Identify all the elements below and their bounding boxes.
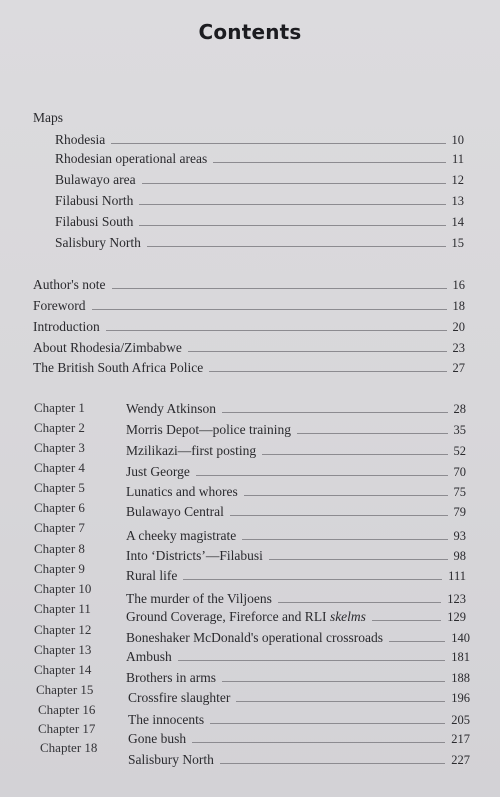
- toc-page-number: 12: [451, 173, 464, 187]
- toc-page-number: 23: [452, 341, 465, 355]
- toc-entry-label: Filabusi North: [55, 193, 134, 208]
- toc-entry-chapter: [126, 546, 466, 564]
- chapter-title: Boneshaker McDonald's operational crossroads: [126, 630, 383, 645]
- toc-entry-chapter: [126, 462, 466, 480]
- toc-entry-map: [55, 130, 464, 148]
- toc-entry-map: [55, 149, 464, 167]
- dotted-leader: [147, 246, 446, 247]
- toc-page-number: 93: [453, 529, 466, 543]
- chapter-title: Just George: [126, 464, 190, 479]
- toc-page-number: 75: [453, 485, 466, 499]
- toc-entry-chapter: [128, 750, 470, 768]
- chapter-number: Chapter 8: [34, 541, 85, 556]
- toc-entry-label: Filabusi South: [55, 214, 134, 229]
- toc-entry-front-matter: [33, 358, 465, 376]
- chapter-title: Crossfire slaughter: [128, 690, 231, 705]
- toc-entry-label: Introduction: [33, 319, 100, 334]
- toc-page-number: 217: [451, 732, 470, 746]
- toc-entry-front-matter: [33, 275, 465, 293]
- toc-entry-chapter: [126, 399, 466, 417]
- chapter-title: [126, 609, 372, 625]
- toc-page-number: 20: [452, 320, 465, 334]
- toc-page-number: 16: [452, 278, 465, 292]
- chapter-number: Chapter 14: [34, 662, 92, 677]
- dotted-leader: [188, 351, 447, 352]
- dotted-leader: [222, 412, 447, 413]
- chapter-title-italic: skelms: [329, 609, 366, 624]
- toc-entry-chapter: [126, 502, 466, 520]
- chapter-number: Chapter 16: [38, 702, 96, 717]
- toc-entry-map: [55, 212, 464, 230]
- toc-page-number: 79: [453, 505, 466, 519]
- dotted-leader: [178, 660, 445, 661]
- chapter-number: Chapter 18: [40, 740, 98, 755]
- toc-entry-chapter: [126, 566, 466, 584]
- chapter-title: Gone bush: [128, 731, 187, 746]
- chapter-number: Chapter 6: [34, 500, 85, 515]
- chapter-title: Into ‘Districts’—Filabusi: [126, 548, 263, 563]
- chapter-title: Salisbury North: [128, 752, 214, 767]
- dotted-leader: [220, 763, 445, 764]
- dotted-leader: [278, 602, 441, 603]
- chapter-title: Wendy Atkinson: [126, 401, 217, 416]
- chapter-title: Rural life: [126, 568, 178, 583]
- toc-entry-chapter: [126, 647, 470, 665]
- chapter-number: Chapter 3: [34, 440, 85, 455]
- toc-entry-map: [55, 233, 464, 251]
- toc-page-number: 129: [447, 610, 466, 624]
- toc-page-number: 98: [453, 549, 466, 563]
- toc-page-number: 181: [451, 650, 470, 664]
- toc-page-number: 52: [453, 444, 466, 458]
- toc-entry-chapter: [126, 482, 466, 500]
- dotted-leader: [112, 288, 447, 289]
- chapter-number: Chapter 2: [34, 420, 85, 435]
- toc-entry-chapter: [126, 628, 470, 646]
- chapter-number: Chapter 15: [36, 682, 94, 697]
- toc-page-number: 18: [452, 299, 465, 313]
- chapter-title: Bulawayo Central: [126, 504, 224, 519]
- dotted-leader: [222, 681, 445, 682]
- dotted-leader: [192, 742, 445, 743]
- toc-entry-chapter: [126, 607, 466, 625]
- toc-page-number: 205: [451, 713, 470, 727]
- chapter-title: A cheeky magistrate: [126, 528, 237, 543]
- dotted-leader: [111, 143, 445, 144]
- toc-entry-front-matter: [33, 296, 465, 314]
- toc-entry-chapter: [126, 526, 466, 544]
- maps-heading: Maps: [33, 110, 63, 125]
- chapter-number: Chapter 11: [34, 601, 91, 616]
- toc-page-number: 123: [447, 592, 466, 606]
- toc-entry-front-matter: [33, 338, 465, 356]
- chapter-number: Chapter 9: [34, 561, 85, 576]
- chapter-title: Morris Depot—police training: [126, 422, 291, 437]
- toc-entry-chapter: [126, 668, 470, 686]
- chapter-number: Chapter 4: [34, 460, 85, 475]
- toc-entry-label: The British South Africa Police: [33, 360, 204, 375]
- toc-page-number: 111: [448, 569, 466, 583]
- dotted-leader: [230, 515, 448, 516]
- chapter-title: The murder of the Viljoens: [126, 591, 272, 606]
- dotted-leader: [372, 620, 441, 621]
- toc-entry-chapter: [126, 420, 466, 438]
- toc-entry-label: Foreword: [33, 298, 86, 313]
- dotted-leader: [106, 330, 447, 331]
- dotted-leader: [139, 225, 445, 226]
- toc-page-number: 27: [452, 361, 465, 375]
- dotted-leader: [209, 371, 446, 372]
- dotted-leader: [297, 433, 448, 434]
- chapter-number: Chapter 13: [34, 642, 92, 657]
- toc-page-number: 15: [451, 236, 464, 250]
- dotted-leader: [269, 559, 448, 560]
- dotted-leader: [210, 723, 445, 724]
- chapter-title: Brothers in arms: [126, 670, 216, 685]
- toc-entry-chapter: [126, 441, 466, 459]
- toc-entry-label: Rhodesian operational areas: [55, 151, 208, 166]
- chapter-title-text: Ground Coverage, Fireforce and RLI: [126, 609, 330, 624]
- chapter-title: Ambush: [126, 649, 172, 664]
- chapter-number: Chapter 12: [34, 622, 92, 637]
- page-title: Contents: [198, 20, 302, 44]
- toc-page-number: 28: [453, 402, 466, 416]
- dotted-leader: [92, 309, 447, 310]
- chapter-number: Chapter 10: [34, 581, 92, 596]
- dotted-leader: [242, 539, 447, 540]
- toc-entry-chapter: [128, 729, 470, 747]
- dotted-leader: [244, 495, 448, 496]
- toc-page-number: 13: [451, 194, 464, 208]
- chapter-number: Chapter 7: [34, 520, 85, 535]
- dotted-leader: [236, 701, 445, 702]
- dotted-leader: [196, 475, 448, 476]
- dotted-leader: [213, 162, 446, 163]
- toc-page-number: 70: [453, 465, 466, 479]
- toc-entry-chapter: [128, 710, 470, 728]
- toc-entry-front-matter: [33, 317, 465, 335]
- toc-page-number: 11: [451, 152, 464, 166]
- chapter-title: Lunatics and whores: [126, 484, 238, 499]
- toc-entry-chapter: [128, 688, 470, 706]
- toc-entry-label: Salisbury North: [55, 235, 141, 250]
- toc-page-number: 14: [451, 215, 464, 229]
- dotted-leader: [139, 204, 445, 205]
- dotted-leader: [183, 579, 442, 580]
- toc-page-number: 10: [451, 133, 464, 147]
- toc-page-number: 196: [451, 691, 470, 705]
- toc-entry-map: [55, 170, 464, 188]
- toc-entry-chapter: [126, 589, 466, 607]
- toc-entry-label: Rhodesia: [55, 132, 106, 147]
- toc-page-number: 35: [453, 423, 466, 437]
- toc-entry-label: Author's note: [33, 277, 106, 292]
- chapter-number: Chapter 17: [38, 721, 96, 736]
- dotted-leader: [389, 641, 445, 642]
- dotted-leader: [142, 183, 446, 184]
- chapter-title: The innocents: [128, 712, 205, 727]
- dotted-leader: [262, 454, 447, 455]
- toc-page-number: 188: [451, 671, 470, 685]
- chapter-number: Chapter 5: [34, 480, 85, 495]
- toc-entry-label: Bulawayo area: [55, 172, 136, 187]
- toc-entry-map: [55, 191, 464, 209]
- chapter-number: Chapter 1: [34, 400, 85, 415]
- toc-entry-label: About Rhodesia/Zimbabwe: [33, 340, 182, 355]
- chapter-title: Mzilikazi—first posting: [126, 443, 257, 458]
- toc-page-number: 227: [451, 753, 470, 767]
- toc-page-number: 140: [451, 631, 470, 645]
